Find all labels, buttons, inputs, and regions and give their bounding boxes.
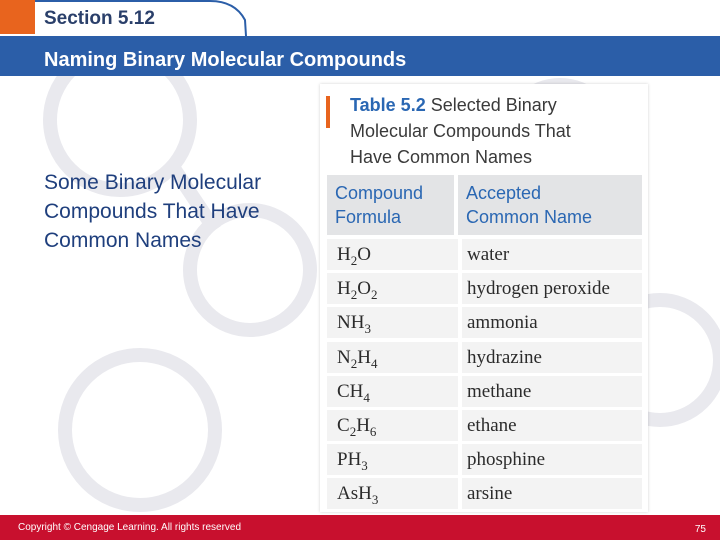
page-number: 75 bbox=[694, 524, 706, 535]
common-name-cell: phosphine bbox=[467, 449, 546, 471]
column-header-formula-line2: Formula bbox=[335, 207, 402, 227]
formula-symbol: CH bbox=[337, 380, 364, 402]
formula-symbol: C bbox=[337, 415, 350, 436]
formula-symbol: H bbox=[337, 244, 351, 265]
column-header-formula bbox=[327, 175, 454, 235]
formula-subscript: 2 bbox=[350, 252, 358, 268]
column-divider bbox=[458, 444, 462, 475]
formula-symbol: H bbox=[357, 346, 371, 368]
copyright-text: Copyright © Cengage Learning. All rights reserved bbox=[18, 522, 242, 533]
table-row bbox=[327, 478, 642, 509]
formula-cell bbox=[337, 410, 376, 441]
column-header-name-line1: Accepted bbox=[466, 183, 542, 203]
formula-symbol: O bbox=[357, 244, 371, 265]
formula-subscript: 4 bbox=[370, 355, 378, 371]
table-number: Table 5.2 bbox=[350, 95, 426, 115]
formula-symbol: AsH bbox=[337, 483, 372, 505]
formula-subscript: 6 bbox=[369, 423, 377, 439]
column-divider bbox=[458, 342, 462, 373]
caption-line-1: Selected Binary bbox=[430, 95, 557, 115]
common-name-cell: ammonia bbox=[467, 312, 538, 334]
formula-subscript: 2 bbox=[350, 286, 358, 302]
formula-subscript: 2 bbox=[350, 355, 358, 371]
slide-body-text: Some Binary Molecular Compounds That Have Common Names bbox=[44, 171, 262, 252]
formula-subscript: 2 bbox=[370, 286, 378, 302]
formula-subscript: 3 bbox=[361, 457, 368, 473]
formula-cell bbox=[337, 478, 378, 509]
caption-accent-bar bbox=[326, 96, 330, 128]
table-figure bbox=[320, 84, 648, 512]
column-divider bbox=[458, 376, 462, 407]
common-name-cell: hydrazine bbox=[467, 346, 542, 368]
column-header-name bbox=[458, 175, 642, 235]
column-divider bbox=[458, 239, 462, 270]
column-divider bbox=[458, 478, 462, 509]
column-header-name-line2: Common Name bbox=[466, 207, 593, 227]
table-row bbox=[327, 342, 642, 373]
table-row bbox=[327, 273, 642, 304]
section-label: Section 5.12 bbox=[44, 8, 155, 29]
formula-symbol: N bbox=[337, 346, 351, 368]
formula-subscript: 2 bbox=[349, 423, 357, 439]
table-row bbox=[327, 239, 642, 270]
table-row bbox=[327, 376, 642, 407]
formula-subscript: 3 bbox=[371, 492, 379, 508]
formula-symbol: NH bbox=[337, 312, 365, 334]
slide-title: Naming Binary Molecular Compounds bbox=[44, 49, 407, 71]
table-row bbox=[327, 444, 642, 475]
formula-subscript: 3 bbox=[364, 321, 371, 337]
common-name-cell: water bbox=[467, 244, 510, 265]
formula-cell bbox=[337, 342, 377, 373]
formula-subscript: 4 bbox=[363, 389, 370, 405]
formula-symbol: O bbox=[357, 278, 371, 300]
formula-cell bbox=[337, 376, 370, 407]
common-name-cell: ethane bbox=[467, 415, 517, 436]
column-header-formula-line1: Compound bbox=[335, 183, 424, 203]
table-row bbox=[327, 410, 642, 441]
column-divider bbox=[458, 307, 462, 338]
common-name-cell: arsine bbox=[467, 483, 513, 505]
caption-line-2: Molecular Compounds That bbox=[350, 121, 571, 141]
caption-line-3: Have Common Names bbox=[350, 147, 533, 167]
column-divider bbox=[458, 273, 462, 304]
formula-symbol: H bbox=[337, 278, 351, 300]
table-caption bbox=[330, 92, 640, 170]
common-name-cell: methane bbox=[467, 380, 532, 402]
column-divider bbox=[458, 410, 462, 441]
formula-cell bbox=[337, 273, 377, 304]
common-name-cell: hydrogen peroxide bbox=[467, 278, 610, 300]
formula-cell bbox=[337, 444, 368, 475]
formula-symbol: H bbox=[356, 415, 370, 436]
formula-symbol: PH bbox=[337, 449, 362, 471]
table-row bbox=[327, 307, 642, 338]
header bbox=[0, 0, 720, 36]
formula-cell bbox=[337, 307, 371, 338]
formula-cell bbox=[337, 239, 371, 270]
